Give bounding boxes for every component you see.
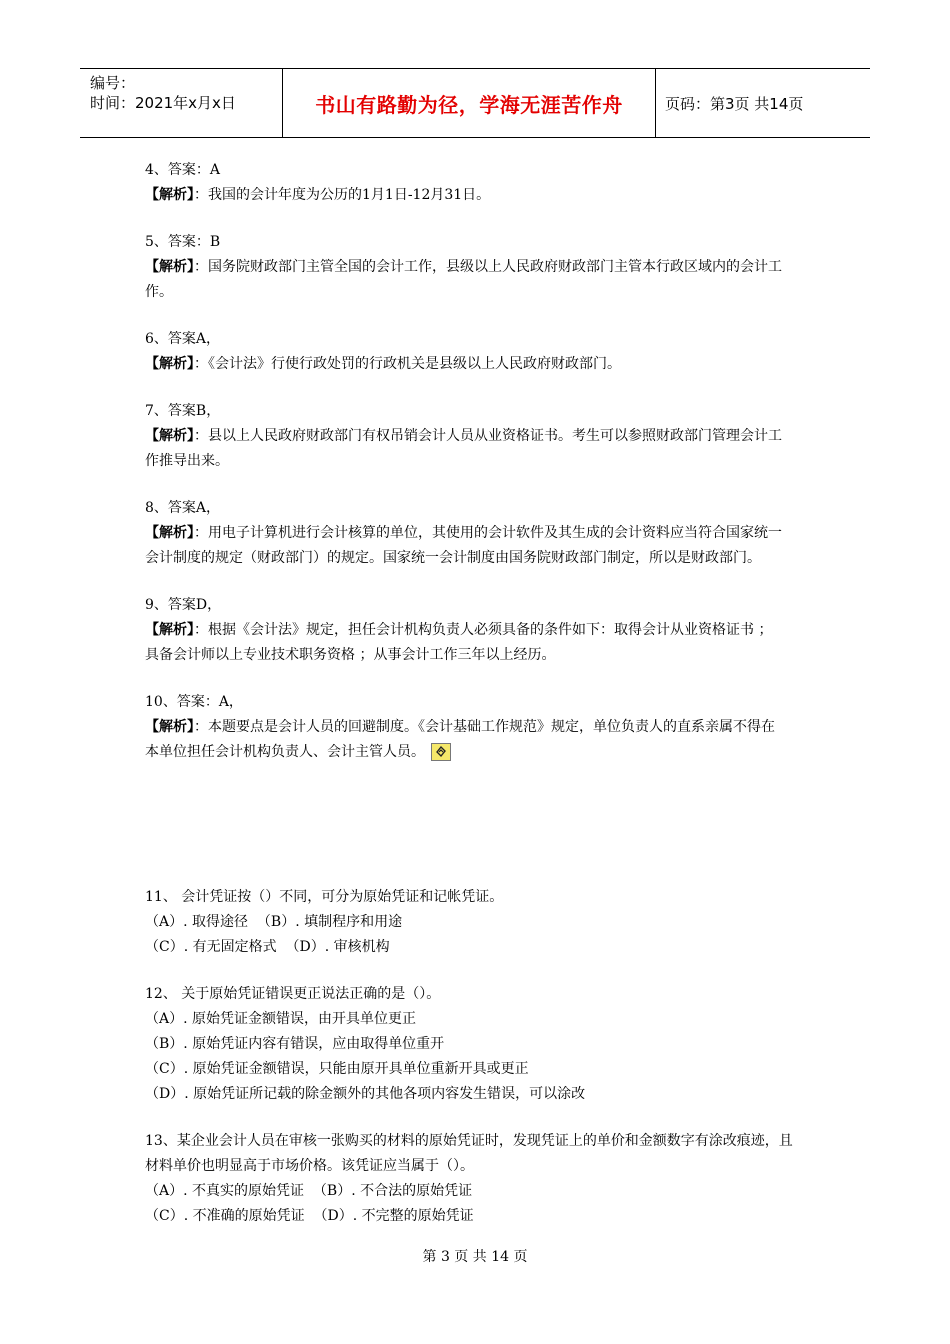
header-motto: 书山有路勤为径，学海无涯苦作舟 bbox=[315, 92, 623, 117]
explanation-text: ：本题要点是会计人员的回避制度。《会计基础工作规范》规定，单位负责人的直系亲属不得在 bbox=[194, 719, 775, 735]
question-option: （A）. 取得途径 （B）. 填制程序和用途 bbox=[145, 914, 403, 930]
explanation-line bbox=[145, 618, 810, 643]
answer-line: 6、答案A， bbox=[145, 331, 221, 347]
explanation-text: ：根据《会计法》规定，担任会计机构负责人必须具备的条件如下：取得会计从业资格证书 ； bbox=[194, 622, 773, 638]
explanation-line bbox=[145, 546, 810, 571]
question-option: （C）. 原始凭证金额错误，只能由原开具单位重新开具或更正 bbox=[145, 1061, 529, 1077]
explanation-text: ：《会计法》行使行政处罚的行政机关是县级以上人民政府财政部门。 bbox=[194, 356, 621, 372]
attachment-icon[interactable] bbox=[431, 743, 451, 761]
answer-line: 4、答案：A bbox=[145, 162, 221, 178]
header-page-info: 页码：第3页 共14页 bbox=[665, 94, 804, 113]
explanation-label: 【解析】 bbox=[145, 187, 194, 203]
block-spacer bbox=[145, 305, 810, 327]
question-block bbox=[145, 1129, 810, 1229]
question-stem: 12、 关于原始凭证错误更正说法正确的是（）。 bbox=[145, 986, 441, 1002]
explanation-line bbox=[145, 449, 810, 474]
answer-block bbox=[145, 230, 810, 305]
explanation-line bbox=[145, 255, 810, 280]
explanation-label: 【解析】 bbox=[145, 356, 194, 372]
block-spacer bbox=[145, 571, 810, 593]
explanation-text: 作。 bbox=[145, 284, 173, 300]
explanation-text: 具备会计师以上专业技术职务资格 ；从事会计工作三年以上经历。 bbox=[145, 647, 556, 663]
explanation-label: 【解析】 bbox=[145, 259, 194, 275]
answer-block bbox=[145, 399, 810, 474]
question-option: （C）. 有无固定格式 （D）. 审核机构 bbox=[145, 939, 390, 955]
document-body bbox=[145, 158, 810, 1229]
explanation-line bbox=[145, 352, 810, 377]
page-header bbox=[80, 68, 870, 138]
block-spacer bbox=[145, 960, 810, 982]
question-stem: 13、某企业会计人员在审核一张购买的材料的原始凭证时，发现凭证上的单价和金额数字有涂改痕迹，且 bbox=[145, 1133, 793, 1149]
answers-section bbox=[145, 158, 810, 765]
question-block bbox=[145, 885, 810, 960]
answer-block bbox=[145, 593, 810, 668]
answer-line: 5、答案：B bbox=[145, 234, 221, 250]
explanation-label: 【解析】 bbox=[145, 428, 194, 444]
answer-line: 10、答案：A， bbox=[145, 694, 243, 710]
answer-block bbox=[145, 690, 810, 765]
explanation-text: ：用电子计算机进行会计核算的单位，其使用的会计软件及其生成的会计资料应当符合国家统一 bbox=[194, 525, 782, 541]
section-spacer bbox=[145, 765, 810, 885]
explanation-text: 作推导出来。 bbox=[145, 453, 229, 469]
explanation-label: 【解析】 bbox=[145, 622, 194, 638]
explanation-line bbox=[145, 280, 810, 305]
question-option: 材料单价也明显高于市场价格。该凭证应当属于（）。 bbox=[145, 1158, 474, 1174]
question-option: （A）. 不真实的原始凭证 （B）. 不合法的原始凭证 bbox=[145, 1183, 473, 1199]
block-spacer bbox=[145, 1107, 810, 1129]
explanation-line bbox=[145, 521, 810, 546]
explanation-text: 本单位担任会计机构负责人、会计主管人员。 bbox=[145, 744, 425, 760]
page-footer: 第 3 页 共 14 页 bbox=[422, 1249, 528, 1265]
answer-line: 8、答案A， bbox=[145, 500, 221, 516]
block-spacer bbox=[145, 208, 810, 230]
question-stem: 11、 会计凭证按（）不同，可分为原始凭证和记帐凭证。 bbox=[145, 889, 504, 905]
explanation-line bbox=[145, 183, 810, 208]
explanation-text: ：我国的会计年度为公历的1月1日-12月31日。 bbox=[194, 187, 491, 203]
explanation-label: 【解析】 bbox=[145, 525, 194, 541]
answer-block bbox=[145, 496, 810, 571]
answer-line: 9、答案D， bbox=[145, 597, 222, 613]
time-label: 时间：2021年x月x日 bbox=[90, 94, 236, 112]
block-spacer bbox=[145, 668, 810, 690]
block-spacer bbox=[145, 474, 810, 496]
explanation-label: 【解析】 bbox=[145, 719, 194, 735]
question-option: （A）. 原始凭证金额错误，由开具单位更正 bbox=[145, 1011, 417, 1027]
question-option: （C）. 不准确的原始凭证 （D）. 不完整的原始凭证 bbox=[145, 1208, 474, 1224]
explanation-line bbox=[145, 424, 810, 449]
explanation-line bbox=[145, 740, 810, 765]
question-option: （D）. 原始凭证所记载的除金额外的其他各项内容发生错误，可以涂改 bbox=[145, 1086, 586, 1102]
header-meta bbox=[90, 73, 280, 113]
explanation-line bbox=[145, 643, 810, 668]
questions-section bbox=[145, 885, 810, 1229]
explanation-line bbox=[145, 715, 810, 740]
answer-block bbox=[145, 327, 810, 377]
number-label: 编号： bbox=[90, 74, 136, 92]
answer-line: 7、答案B， bbox=[145, 403, 221, 419]
explanation-text: 会计制度的规定（财政部门）的规定。国家统一会计制度由国务院财政部门制定，所以是财政部门。 bbox=[145, 550, 761, 566]
explanation-text: ：县以上人民政府财政部门有权吊销会计人员从业资格证书。考生可以参照财政部门管理会计工 bbox=[194, 428, 782, 444]
question-block bbox=[145, 982, 810, 1107]
header-divider bbox=[655, 69, 656, 137]
answer-block bbox=[145, 158, 810, 208]
question-option: （B）. 原始凭证内容有错误，应由取得单位重开 bbox=[145, 1036, 445, 1052]
explanation-text: ：国务院财政部门主管全国的会计工作，县级以上人民政府财政部门主管本行政区域内的会计工 bbox=[194, 259, 782, 275]
block-spacer bbox=[145, 377, 810, 399]
